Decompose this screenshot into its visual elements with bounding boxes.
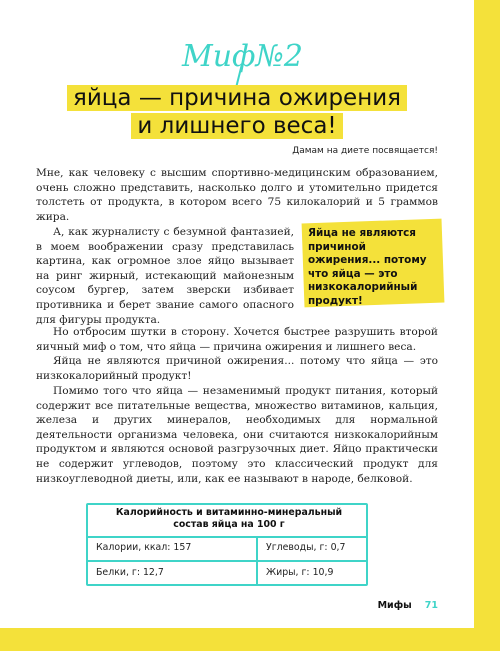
headline-line-2: и лишнего веса! bbox=[131, 113, 342, 139]
dedication-note: Дамам на диете посвящается! bbox=[292, 146, 438, 156]
fat-cell: Жиры, г: 10,9 bbox=[266, 567, 334, 578]
table-divider-vertical bbox=[256, 536, 258, 584]
script-title bbox=[180, 28, 310, 90]
callout-text: Яйца не являются причиной ожирения... потому что яйца — это низкокалорийный продукт! bbox=[308, 227, 427, 307]
table-divider-middle bbox=[88, 560, 366, 562]
nutrition-table-title-line-2: состав яйца на 100 г bbox=[173, 519, 285, 530]
script-title-text: Миф№2 bbox=[182, 39, 303, 74]
body-paragraph-4: Яйца не являются причиной ожирения... потому что яйца — это низкокалорийный продукт! bbox=[36, 355, 438, 382]
table-divider-top bbox=[88, 536, 366, 538]
page-footer bbox=[378, 600, 438, 611]
myth-headline bbox=[0, 84, 474, 140]
headline-line-1: яйца — причина ожирения bbox=[67, 85, 407, 111]
body-paragraph-2: А, как журналисту с безумной фантазией, в моем воображении сразу представилась картина, как огромное злое яйцо вызывает на ринг жирный, истекающий майонезным соусом бургер, затем зверски избивает противника и берет звание самого опасного для фигуры продукта. bbox=[36, 226, 294, 326]
calories-cell: Калории, ккал: 157 bbox=[96, 542, 192, 553]
protein-cell: Белки, г: 12,7 bbox=[96, 567, 164, 578]
nutrition-table-title bbox=[92, 507, 366, 531]
nutrition-table-title-line-1: Калорийность и витаминно-минеральный bbox=[115, 507, 343, 518]
carbs-cell: Углеводы, г: 0,7 bbox=[266, 542, 346, 553]
footer-section-name: Мифы bbox=[377, 600, 412, 611]
body-paragraph-5: Помимо того что яйца — незаменимый продукт питания, который содержит все питательные вещества, множество витаминов, кальция, железа и других минералов, необходимых для нормальной деятельности организма человека, они считаются низкокалорийным продуктом и являются основой разгрузочных диет. Яйцо практически не содержит углеводов, поэтому это классический продукт для низкоуглеводной диеты, или, как ее называют в народе, белковой. bbox=[36, 385, 438, 485]
body-paragraph-3: Но отбросим шутки в сторону. Хочется быстрее разрушить второй яичный миф о том, что яйца — причина ожирения и лишнего веса. bbox=[36, 326, 438, 353]
page-number: 71 bbox=[424, 600, 438, 611]
body-paragraph-1: Мне, как человеку с высшим спортивно-медицинским образованием, очень сложно представить, насколько долго и утомительно придется толстеть от продукта, в котором всего 75 килокалорий и 5 граммов жира. bbox=[36, 167, 438, 223]
